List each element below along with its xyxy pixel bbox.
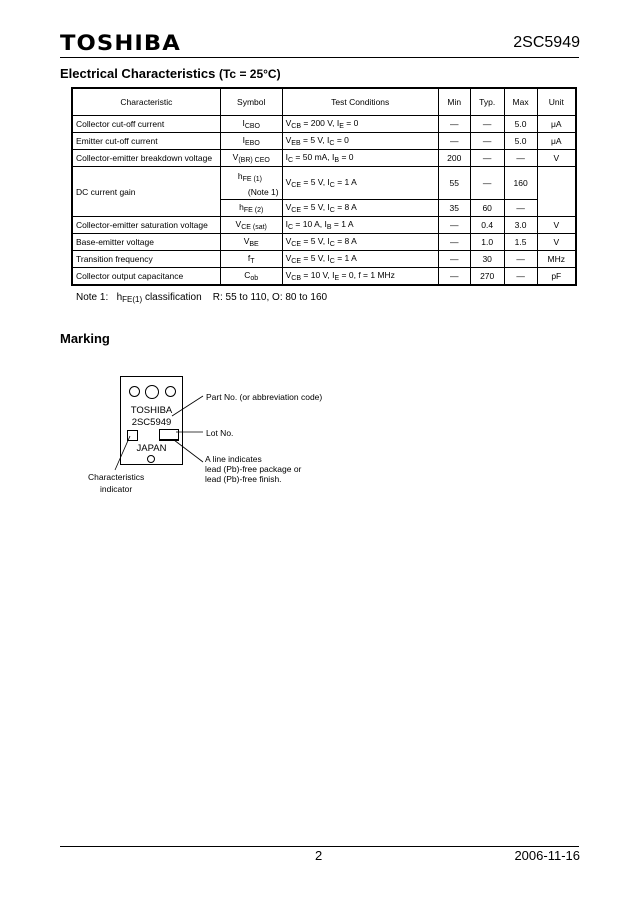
section-title-text: Electrical Characteristics: [60, 66, 216, 81]
symbol-cell: $V_{(BR) CEO}$: [220, 150, 282, 167]
package-part-number: 2SC5949: [131, 417, 172, 428]
typ-cell: —: [470, 116, 504, 133]
test-condition-cell: $V_{CE} = 5$ V, $I_C = 8$ A: [282, 200, 438, 217]
column-header: Unit: [537, 88, 576, 116]
max-cell: 5.0: [504, 133, 537, 150]
test-condition-cell: $V_{CE} = 5$ V, $I_C = 1$ A: [282, 251, 438, 268]
max-cell: 160: [504, 167, 537, 200]
max-cell: 3.0: [504, 217, 537, 234]
unit-cell: μA: [537, 133, 576, 150]
characteristic-cell: Collector cut-off current: [72, 116, 220, 133]
typ-cell: —: [470, 133, 504, 150]
symbol-cell: $C_{ob}$: [220, 268, 282, 286]
typ-cell: 270: [470, 268, 504, 286]
characteristic-cell: DC current gain: [72, 167, 220, 217]
characteristic-cell: Collector output capacitance: [72, 268, 220, 286]
max-cell: 5.0: [504, 116, 537, 133]
unit-cell: μA: [537, 116, 576, 133]
min-cell: —: [438, 133, 470, 150]
header-part-number: 2SC5949: [513, 34, 580, 51]
min-cell: —: [438, 234, 470, 251]
callout-char-line2: indicator: [100, 484, 133, 494]
test-condition-cell: $I_C = 10$ A, $I_B = 1$ A: [282, 217, 438, 234]
characteristic-cell: Transition frequency: [72, 251, 220, 268]
max-cell: —: [504, 268, 537, 286]
unit-cell: MHz: [537, 251, 576, 268]
min-cell: —: [438, 217, 470, 234]
column-header: Typ.: [470, 88, 504, 116]
unit-cell: pF: [537, 268, 576, 286]
callout-char-line1: Characteristics: [88, 472, 145, 482]
note-label: Note 1:: [76, 292, 109, 303]
unit-cell: V: [537, 150, 576, 167]
column-header: Test Conditions: [282, 88, 438, 116]
symbol-cell: $h_{FE (1)}$ (Note 1): [220, 167, 282, 200]
test-condition-cell: $V_{CE} = 5$ V, $I_C = 8$ A: [282, 234, 438, 251]
callout-lot-number: Lot No.: [206, 428, 234, 438]
max-cell: —: [504, 150, 537, 167]
test-condition-cell: $V_{CB} = 10$ V, $I_E = 0$, f = 1 MHz: [282, 268, 438, 286]
section-condition: (Tc = 25°C): [219, 67, 281, 81]
page-number: 2: [315, 848, 323, 863]
symbol-cell: $I_{EBO}$: [220, 133, 282, 150]
note-text: classification R: 55 to 110, O: 80 to 160: [144, 292, 328, 303]
min-cell: —: [438, 116, 470, 133]
test-condition-cell: $V_{CB} = 200$ V, $I_E = 0$: [282, 116, 438, 133]
symbol-cell: $V_{CE (sat)}$: [220, 217, 282, 234]
toshiba-logo: TOSHIBA: [60, 31, 181, 55]
characteristic-cell: Collector-emitter breakdown voltage: [72, 150, 220, 167]
min-cell: —: [438, 268, 470, 286]
typ-cell: —: [470, 150, 504, 167]
column-header: Min: [438, 88, 470, 116]
package-country: JAPAN: [136, 443, 167, 454]
typ-cell: 1.0: [470, 234, 504, 251]
characteristic-cell: Emitter cut-off current: [72, 133, 220, 150]
symbol-cell: $f_T$: [220, 251, 282, 268]
callout-lead-free: [205, 454, 301, 484]
max-cell: 1.5: [504, 234, 537, 251]
callout-lead-free-line3: lead (Pb)-free finish.: [205, 474, 282, 484]
min-cell: 55: [438, 167, 470, 200]
callout-characteristics-indicator: [88, 471, 144, 495]
test-condition-cell: $V_{CE} = 5$ V, $I_C = 1$ A: [282, 167, 438, 200]
min-cell: 200: [438, 150, 470, 167]
test-condition-cell: $I_C = 50$ mA, $I_B = 0$: [282, 150, 438, 167]
marking-title: Marking: [60, 331, 110, 346]
unit-cell: V: [537, 234, 576, 251]
package-brand: TOSHIBA: [130, 405, 173, 416]
typ-cell: 60: [470, 200, 504, 217]
characteristic-cell: Collector-emitter saturation voltage: [72, 217, 220, 234]
column-header: Symbol: [220, 88, 282, 116]
callout-lead-free-line2: lead (Pb)-free package or: [205, 464, 302, 474]
callout-part-number: Part No. (or abbreviation code): [206, 392, 323, 402]
callout-lead-free-line1: A line indicates: [205, 454, 262, 464]
typ-cell: —: [470, 167, 504, 200]
typ-cell: 0.4: [470, 217, 504, 234]
max-cell: —: [504, 200, 537, 217]
min-cell: 35: [438, 200, 470, 217]
test-condition-cell: $V_{EB} = 5$ V, $I_C = 0$: [282, 133, 438, 150]
note-symbol: $h_{FE(1)}$: [116, 292, 143, 304]
symbol-cell: $V_{BE}$: [220, 234, 282, 251]
min-cell: —: [438, 251, 470, 268]
symbol-cell: $I_{CBO}$: [220, 116, 282, 133]
column-header: Max: [504, 88, 537, 116]
symbol-cell: $h_{FE (2)}$: [220, 200, 282, 217]
characteristic-cell: Base-emitter voltage: [72, 234, 220, 251]
footer-divider: [60, 846, 579, 847]
typ-cell: 30: [470, 251, 504, 268]
column-header: Characteristic: [72, 88, 220, 116]
unit-cell: V: [537, 217, 576, 234]
max-cell: —: [504, 251, 537, 268]
document-date: 2006-11-16: [514, 848, 580, 863]
